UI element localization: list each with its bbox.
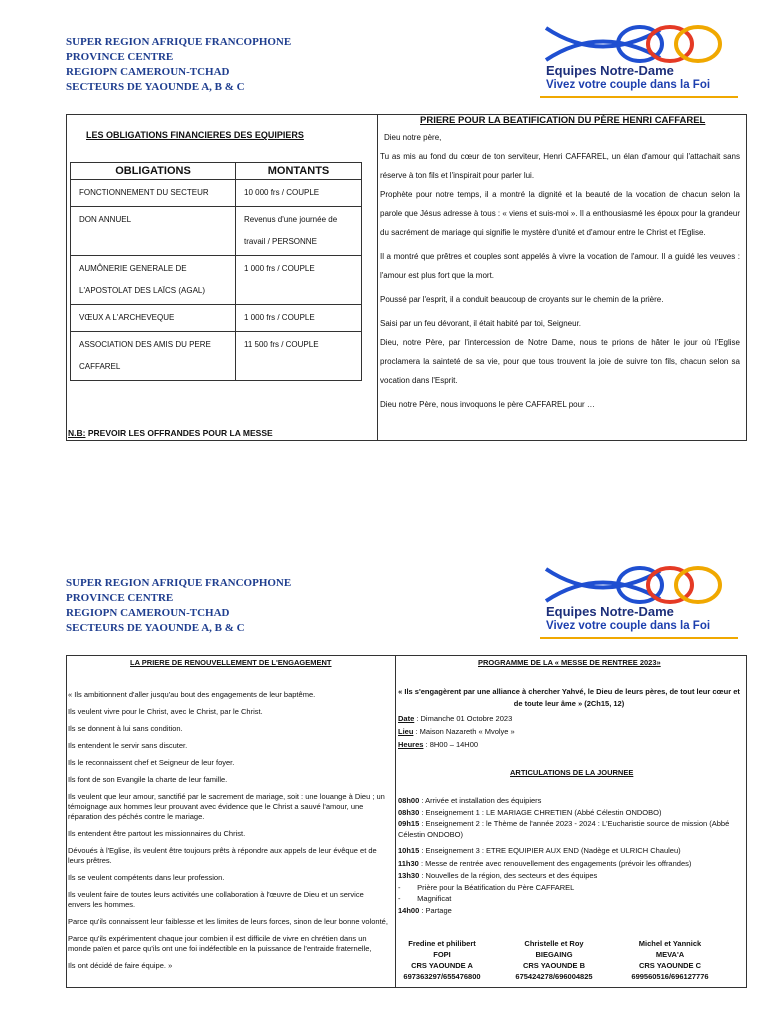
contact-sector: CRS YAOUNDE C — [638, 961, 702, 970]
program-date — [398, 714, 512, 723]
prayer-text — [380, 128, 740, 414]
logo-slogan: Vivez votre couple dans la Foi — [546, 79, 711, 91]
schedule-item — [398, 906, 743, 917]
obligation-label: FONCTIONNEMENT DU SECTEUR — [71, 180, 236, 207]
renewal-paragraph: Ils veulent faire de toutes leurs activités une collaboration à l'œuvre de Dieu et un service envers les hommes. — [68, 890, 364, 909]
schedule-text: : Enseignement 1 : LE MARIAGE CHRETIEN (Abbé Célestin ONDOBO) — [419, 807, 662, 817]
renewal-paragraph: Ils se veulent compétents dans leur profession. — [68, 873, 225, 882]
logo-underline — [540, 637, 738, 639]
program-hours — [398, 740, 478, 749]
schedule-text: : Messe de rentrée avec renouvellement des engagements (prévoir les offrandes) — [418, 858, 692, 868]
renewal-text — [68, 690, 388, 978]
prayer-paragraph: Prophète pour notre temps, il a montré la dignité et la beauté de la vocation de chacun selon la parole que Jésus adresse à tous : « viens et suis-moi ». Il a enthousiasmé les époux pour la grandeur du sacrément de mariage qui signifie le mystère d'unité et d'amour entre le Christ et l'Eglise. — [380, 190, 740, 237]
contact-phones: 697363297/655476800 — [403, 972, 481, 981]
contact-sector: CRS YAOUNDE B — [522, 961, 586, 970]
schedule-list — [398, 796, 743, 920]
prayer-title: PRIERE POUR LA BEATIFICATION DU PÈRE HENRI CAFFAREL — [420, 115, 706, 126]
renewal-paragraph: Ils le reconnaissent chef et Seigneur de leur foyer. — [68, 758, 235, 767]
date-value: : Dimanche 01 Octobre 2023 — [414, 714, 513, 723]
end-logo-bottom — [540, 565, 738, 637]
obligation-amount: 1 000 frs / COUPLE — [236, 305, 362, 332]
obligation-label: DON ANNUEL — [71, 207, 236, 256]
table-row — [71, 207, 362, 256]
obligations-table — [70, 162, 362, 381]
obligation-amount: Revenus d'une journée de travail / PERSONNE — [236, 207, 362, 256]
renewal-paragraph: Ils entendent être partout les missionnaires du Christ. — [68, 829, 246, 838]
logo-brand: Equipes Notre-Dame — [546, 63, 674, 78]
header-line: PROVINCE CENTRE — [66, 51, 174, 63]
contact-card-b — [494, 938, 614, 982]
header-line: SECTEURS DE YAOUNDE A, B & C — [66, 81, 245, 93]
schedule-time: 10h15 — [398, 846, 420, 855]
logo-slogan: Vivez votre couple dans la Foi — [546, 620, 711, 632]
place-label: Lieu — [398, 727, 414, 736]
fish-rings-icon — [540, 24, 738, 64]
hours-label: Heures — [398, 740, 424, 749]
renewal-paragraph: Dévoués à l'Eglise, ils veulent être toujours prêts à répondre aux appels de leur évêque et de leurs prêtres. — [68, 846, 377, 865]
prayer-paragraph: Dieu, notre Père, par l'intercession de Notre Dame, nous te prions de hâter le jour où l'Eglise proclamera la sainteté de sa vie, pour que tous trouvent la joie de suivre ton fils, chacun selon sa vocation dans l'Esprit. — [380, 338, 740, 385]
schedule-time: 14h00 — [398, 905, 420, 915]
contact-surname: FOPI — [433, 950, 451, 959]
schedule-item — [398, 859, 743, 870]
renewal-paragraph: Ils veulent que leur amour, sanctifié par le sacrement de mariage, soit : une louange à Dieu ; un témoignage aux hommes leur prouvant avec évidence que le Christ a sauvé l'amour, une réparation des péchés contre le mariage. — [68, 792, 385, 821]
column-divider — [377, 115, 378, 440]
schedule-text: : Arrivée et installation des équipiers — [419, 796, 542, 805]
header-line: SECTEURS DE YAOUNDE A, B & C — [66, 622, 245, 634]
table-row — [71, 180, 362, 207]
prayer-paragraph: Poussé par l'esprit, il a conduit beaucoup de croyants sur le chemin de la prière. — [380, 295, 664, 304]
renewal-paragraph: Parce qu'ils expérimentent chaque jour combien il est difficile de vivre en chrétien dans un monde païen et parce qu'ils ont une foi indéfectible en la puissance de l'entraide fraternelle, — [68, 934, 372, 953]
contact-phones: 675424278/696004825 — [515, 972, 593, 981]
obligation-label: VŒUX A L'ARCHEVEQUE — [71, 305, 236, 332]
schedule-time: 08h00 — [398, 796, 420, 805]
place-value: : Maison Nazareth « Mvolye » — [413, 727, 515, 736]
prayer-paragraph: Il a montré que prêtres et couples sont appelés à vivre la vocation de l'amour. Il a guidé les veuves : l'amour est plus fort que la mort. — [380, 252, 740, 280]
renewal-title: LA PRIERE DE RENOUVELLEMENT DE L'ENGAGEMENT — [130, 658, 332, 667]
date-label: Date — [398, 714, 415, 723]
contact-phones: 699560516/696127776 — [631, 972, 709, 981]
program-quote: « Ils s'engagèrent par une alliance à chercher Yahvé, le Dieu de leurs pères, de tout leur cœur et de toute leur âme » (2Ch15, 12) — [398, 687, 740, 708]
contact-card-a — [382, 938, 502, 982]
prayer-paragraph: Tu as mis au fond du cœur de ton serviteur, Henri CAFFAREL, un élan d'amour qui l'attachait sans réserve à ton fils et l'inspirait pour parler lui. — [380, 152, 740, 180]
prayer-paragraph: Dieu notre Père, nous invoquons le père CAFFAREL pour … — [380, 400, 595, 409]
obligation-amount: 1 000 frs / COUPLE — [236, 256, 362, 305]
logo-brand: Equipes Notre-Dame — [546, 604, 674, 619]
schedule-text: : Nouvelles de la région, des secteurs et des équipes — [419, 871, 598, 880]
header-line: SUPER REGION AFRIQUE FRANCOPHONE — [66, 577, 292, 589]
table-row — [71, 332, 362, 381]
obligation-label: AUMÔNERIE GENERALE DE L'APOSTOLAT DES LAÏCS (AGAL) — [71, 256, 236, 305]
obligation-amount: 10 000 frs / COUPLE — [236, 180, 362, 207]
header-line: SUPER REGION AFRIQUE FRANCOPHONE — [66, 36, 292, 48]
schedule-item — [398, 796, 743, 807]
fish-rings-icon — [540, 565, 738, 605]
renewal-paragraph: Ils entendent le servir sans discuter. — [68, 741, 188, 750]
table-row — [71, 305, 362, 332]
table-row — [71, 256, 362, 305]
renewal-paragraph: Parce qu'ils connaissent leur faiblesse et les limites de leurs forces, sinon de leur bonne volonté, — [68, 917, 388, 926]
renewal-paragraph: Ils ont décidé de faire équipe. » — [68, 961, 173, 970]
contact-surname: MEVA'A — [655, 950, 685, 959]
schedule-text: : Partage — [419, 905, 452, 915]
header-line: REGIOPN CAMEROUN-TCHAD — [66, 66, 230, 78]
schedule-time: 08h30 — [398, 807, 420, 817]
schedule-text: : Enseignement 2 : le Thème de l'année 2023 - 2024 : L'Eucharistie source de mission (Abbé Célestin ONDOBO) — [398, 819, 730, 839]
header-line: REGIOPN CAMEROUN-TCHAD — [66, 607, 230, 619]
hours-value: : 8H00 – 14H00 — [423, 740, 479, 749]
schedule-item — [398, 871, 743, 882]
header-line: PROVINCE CENTRE — [66, 592, 174, 604]
logo-underline — [540, 96, 738, 98]
prayer-paragraph: Saisi par un feu dévorant, il était habité par toi, Seigneur. — [380, 319, 582, 328]
renewal-paragraph: Ils se donnent à lui sans condition. — [68, 724, 183, 733]
schedule-time: 13h30 — [398, 871, 420, 880]
contact-names: Fredine et philibert — [408, 939, 476, 948]
renewal-paragraph: Ils font de son Evangile la charte de leur famille. — [68, 775, 228, 784]
header-block-bottom — [66, 576, 291, 636]
renewal-paragraph: Ils veulent vivre pour le Christ, avec le Christ, par le Christ. — [68, 707, 263, 716]
program-place — [398, 727, 515, 736]
end-logo-top — [540, 24, 738, 96]
schedule-item — [398, 846, 743, 857]
contact-sector: CRS YAOUNDE A — [411, 961, 473, 970]
schedule-time: 09h15 — [398, 819, 420, 828]
bullet-text: Magnificat — [417, 894, 452, 903]
table-header: OBLIGATIONS — [71, 163, 236, 180]
obligations-title: LES OBLIGATIONS FINANCIERES DES EQUIPIERS — [86, 130, 304, 140]
nb-label: N.B: — [68, 428, 86, 438]
schedule-item — [398, 819, 743, 840]
schedule-bullet: - Magnificat — [398, 894, 452, 903]
schedule-bullet: - Prière pour la Béatification du Père CAFFAREL — [398, 882, 575, 892]
schedule-item — [398, 808, 743, 819]
renewal-paragraph: « Ils ambitionnent d'aller jusqu'au bout des engagements de leur baptême. — [68, 690, 316, 699]
articulations-title: ARTICULATIONS DE LA JOURNEE — [510, 768, 634, 777]
table-header: MONTANTS — [236, 163, 362, 180]
prayer-paragraph: Dieu notre père, — [384, 133, 442, 142]
contact-surname: BIEGAING — [535, 950, 573, 959]
obligation-label: ASSOCIATION DES AMIS DU PERE CAFFAREL — [71, 332, 236, 381]
bullet-text: Prière pour la Béatification du Père CAFFAREL — [417, 882, 575, 892]
schedule-text: : Enseignement 3 : ETRE EQUIPIER AUX END (Nadège et ULRICH Chauleu) — [419, 846, 681, 855]
nb-note — [68, 428, 273, 438]
contact-names: Christelle et Roy — [524, 939, 584, 948]
schedule-time: 11h30 — [398, 858, 419, 868]
header-block-top — [66, 35, 291, 95]
nb-text: PREVOIR LES OFFRANDES POUR LA MESSE — [85, 428, 273, 438]
contact-names: Michel et Yannick — [638, 939, 702, 948]
program-title: PROGRAMME DE LA « MESSE DE RENTREE 2023» — [478, 658, 661, 667]
obligation-amount: 11 500 frs / COUPLE — [236, 332, 362, 381]
contact-card-c — [610, 938, 730, 982]
